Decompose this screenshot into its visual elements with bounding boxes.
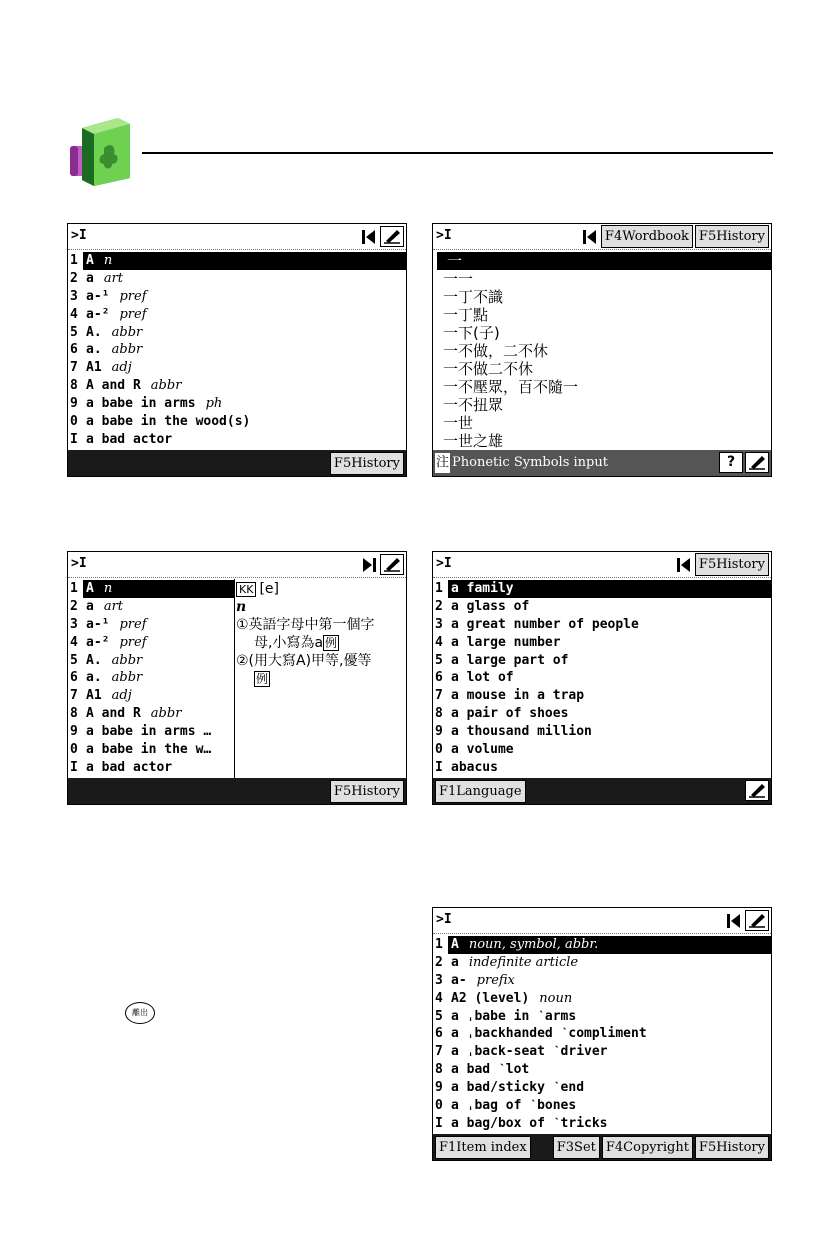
list-item[interactable]: 8 A and R abbr <box>70 378 182 394</box>
list-item[interactable]: 4 A2 (level) noun <box>435 990 573 1006</box>
list-item[interactable]: 1 A n <box>68 580 234 598</box>
bottom-bar <box>433 778 771 804</box>
list-item[interactable]: 5 a ˌbabe in ˋarms <box>435 1008 577 1024</box>
list-item[interactable]: 3 a-¹ pref <box>70 616 147 632</box>
history-button[interactable]: F5History <box>695 1136 769 1159</box>
list-item[interactable]: 一下(子) <box>443 324 500 342</box>
list-item[interactable]: 7 a mouse in a trap <box>435 688 585 704</box>
screen-split-definition <box>67 551 407 805</box>
list-item[interactable]: 6 a ˌbackhanded ˋcompliment <box>435 1026 647 1042</box>
title-bar <box>433 224 771 250</box>
input-caret[interactable]: >I <box>71 556 87 571</box>
list-item[interactable]: 一世 <box>443 414 474 432</box>
word-list <box>68 580 234 777</box>
skip-forward-icon[interactable] <box>362 557 376 573</box>
list-item[interactable]: 9 a bad/sticky ˋend <box>435 1080 585 1096</box>
phonetic-input-label[interactable]: 注 <box>435 453 450 473</box>
exit-key-icon: 離出 <box>125 1002 155 1024</box>
word-list <box>433 252 771 450</box>
list-item[interactable]: 3 a great number of people <box>435 616 639 632</box>
title-bar <box>433 552 771 578</box>
pane-divider[interactable] <box>234 579 235 778</box>
list-item[interactable]: 0 a babe in the wood(s) <box>70 414 251 430</box>
list-item[interactable]: I a bad actor <box>70 759 173 775</box>
list-item[interactable]: 一一 <box>443 270 474 288</box>
list-item[interactable]: 0 a volume <box>435 742 514 758</box>
definition-line: ②(用大寫A)甲等,優等 <box>236 653 372 669</box>
history-button[interactable]: F5History <box>330 780 404 803</box>
list-item[interactable]: 4 a-² pref <box>70 306 147 322</box>
list-item[interactable]: 2 a art <box>70 270 124 286</box>
input-caret[interactable]: >I <box>436 556 452 571</box>
list-item[interactable]: 1 A noun, symbol, abbr. <box>433 936 771 954</box>
bottom-bar <box>433 1134 771 1160</box>
definition-pane <box>236 580 404 688</box>
list-item[interactable]: 6 a. abbr <box>70 670 143 686</box>
dictionary-book-icon <box>68 112 142 188</box>
title-bar <box>433 908 771 934</box>
list-item[interactable]: 一不做，二不休 <box>443 342 549 360</box>
header-rule <box>142 152 773 154</box>
list-item[interactable]: 7 A1 adj <box>70 360 132 376</box>
input-caret[interactable]: >I <box>71 228 87 243</box>
history-button[interactable]: F5History <box>695 225 769 248</box>
list-item[interactable]: I a bag/box of ˋtricks <box>435 1115 608 1131</box>
list-item[interactable]: 9 a babe in arms … <box>70 724 212 740</box>
handwriting-pen-icon[interactable] <box>745 910 769 931</box>
definition-line: ①英語字母中第一個字 <box>236 617 375 633</box>
list-item[interactable]: 2 a art <box>70 598 124 614</box>
list-item[interactable]: 9 a thousand million <box>435 724 592 740</box>
list-item[interactable]: 2 a glass of <box>435 598 530 614</box>
definition-line: 母,小寫為a <box>254 635 324 651</box>
screen-chinese-list <box>432 223 772 477</box>
list-item[interactable]: 一丁不識 <box>443 288 504 306</box>
list-item[interactable]: 8 A and R abbr <box>70 706 182 722</box>
list-item[interactable]: 1 A n <box>68 252 406 270</box>
title-bar <box>68 552 406 578</box>
list-item[interactable]: I abacus <box>435 759 498 775</box>
handwriting-pen-icon[interactable] <box>380 226 404 247</box>
list-item[interactable]: 8 a bad ˋlot <box>435 1062 530 1078</box>
handwriting-pen-icon[interactable] <box>745 452 769 473</box>
list-item[interactable]: 8 a pair of shoes <box>435 706 569 722</box>
skip-back-icon[interactable] <box>727 913 741 929</box>
screen-word-list <box>67 223 407 477</box>
skip-back-icon[interactable] <box>677 557 691 573</box>
bottom-bar <box>68 450 406 476</box>
list-item[interactable]: 一不扭眾 <box>443 396 504 414</box>
history-button[interactable]: F5History <box>695 553 769 576</box>
word-list <box>433 936 771 1133</box>
help-button[interactable]: ? <box>719 452 743 473</box>
example-badge[interactable]: 例 <box>325 636 338 650</box>
handwriting-pen-icon[interactable] <box>380 554 404 575</box>
bottom-bar <box>433 450 771 476</box>
input-caret[interactable]: >I <box>436 912 452 927</box>
list-item[interactable]: I a bad actor <box>70 431 173 447</box>
list-item[interactable]: 7 a ˌback-seat ˋdriver <box>435 1044 608 1060</box>
list-item[interactable]: 3 a-¹ pref <box>70 288 147 304</box>
word-list <box>68 252 406 449</box>
list-item[interactable]: 4 a large number <box>435 634 561 650</box>
list-item[interactable]: 6 a lot of <box>435 670 514 686</box>
list-item[interactable]: 5 A. abbr <box>70 652 143 668</box>
wordbook-button[interactable]: F4Wordbook <box>601 225 693 248</box>
language-button[interactable]: F1Language <box>435 780 526 803</box>
title-bar <box>68 224 406 250</box>
list-item[interactable]: 4 a-² pref <box>70 634 147 650</box>
phonetic-input-text: Phonetic Symbols input <box>452 455 608 470</box>
list-item[interactable]: 5 a large part of <box>435 652 569 668</box>
kk-phonetic-badge[interactable]: KK <box>236 582 256 597</box>
skip-back-icon[interactable] <box>362 229 376 245</box>
example-badge[interactable]: 例 <box>256 672 269 686</box>
input-caret[interactable]: >I <box>436 228 452 243</box>
list-item[interactable]: 7 A1 adj <box>70 688 132 704</box>
list-item[interactable]: 一世之雄 <box>443 432 504 450</box>
list-item[interactable]: 6 a. abbr <box>70 342 143 358</box>
phrase-list <box>433 580 771 777</box>
list-item[interactable]: 0 a babe in the w… <box>70 742 212 758</box>
phonetic-text: [e] <box>259 581 279 597</box>
list-item[interactable]: 一不壓眾，百不隨一 <box>443 378 579 396</box>
list-item[interactable]: 3 a- prefix <box>435 972 515 988</box>
set-button[interactable]: F3Set <box>553 1136 600 1159</box>
list-item[interactable]: 一 <box>433 252 771 270</box>
list-item[interactable]: 0 a ˌbag of ˋbones <box>435 1098 577 1114</box>
list-item[interactable]: 一丁點 <box>443 306 489 324</box>
copyright-button[interactable]: F4Copyright <box>602 1136 693 1159</box>
history-button[interactable]: F5History <box>330 452 404 475</box>
definition-pos: n <box>236 599 247 615</box>
handwriting-pen-icon[interactable] <box>745 780 769 801</box>
list-item[interactable]: 2 a indefinite article <box>435 954 579 970</box>
skip-back-icon[interactable] <box>583 229 597 245</box>
list-item[interactable]: 1 a family <box>433 580 771 598</box>
list-item[interactable]: 9 a babe in arms ph <box>70 396 223 412</box>
item-index-button[interactable]: F1Item index <box>435 1136 531 1159</box>
bottom-bar <box>68 778 406 804</box>
list-item[interactable]: 5 A. abbr <box>70 324 143 340</box>
screen-phrase-list <box>432 551 772 805</box>
list-item[interactable]: 一不做二不休 <box>443 360 534 378</box>
screen-oxford-list <box>432 907 772 1161</box>
